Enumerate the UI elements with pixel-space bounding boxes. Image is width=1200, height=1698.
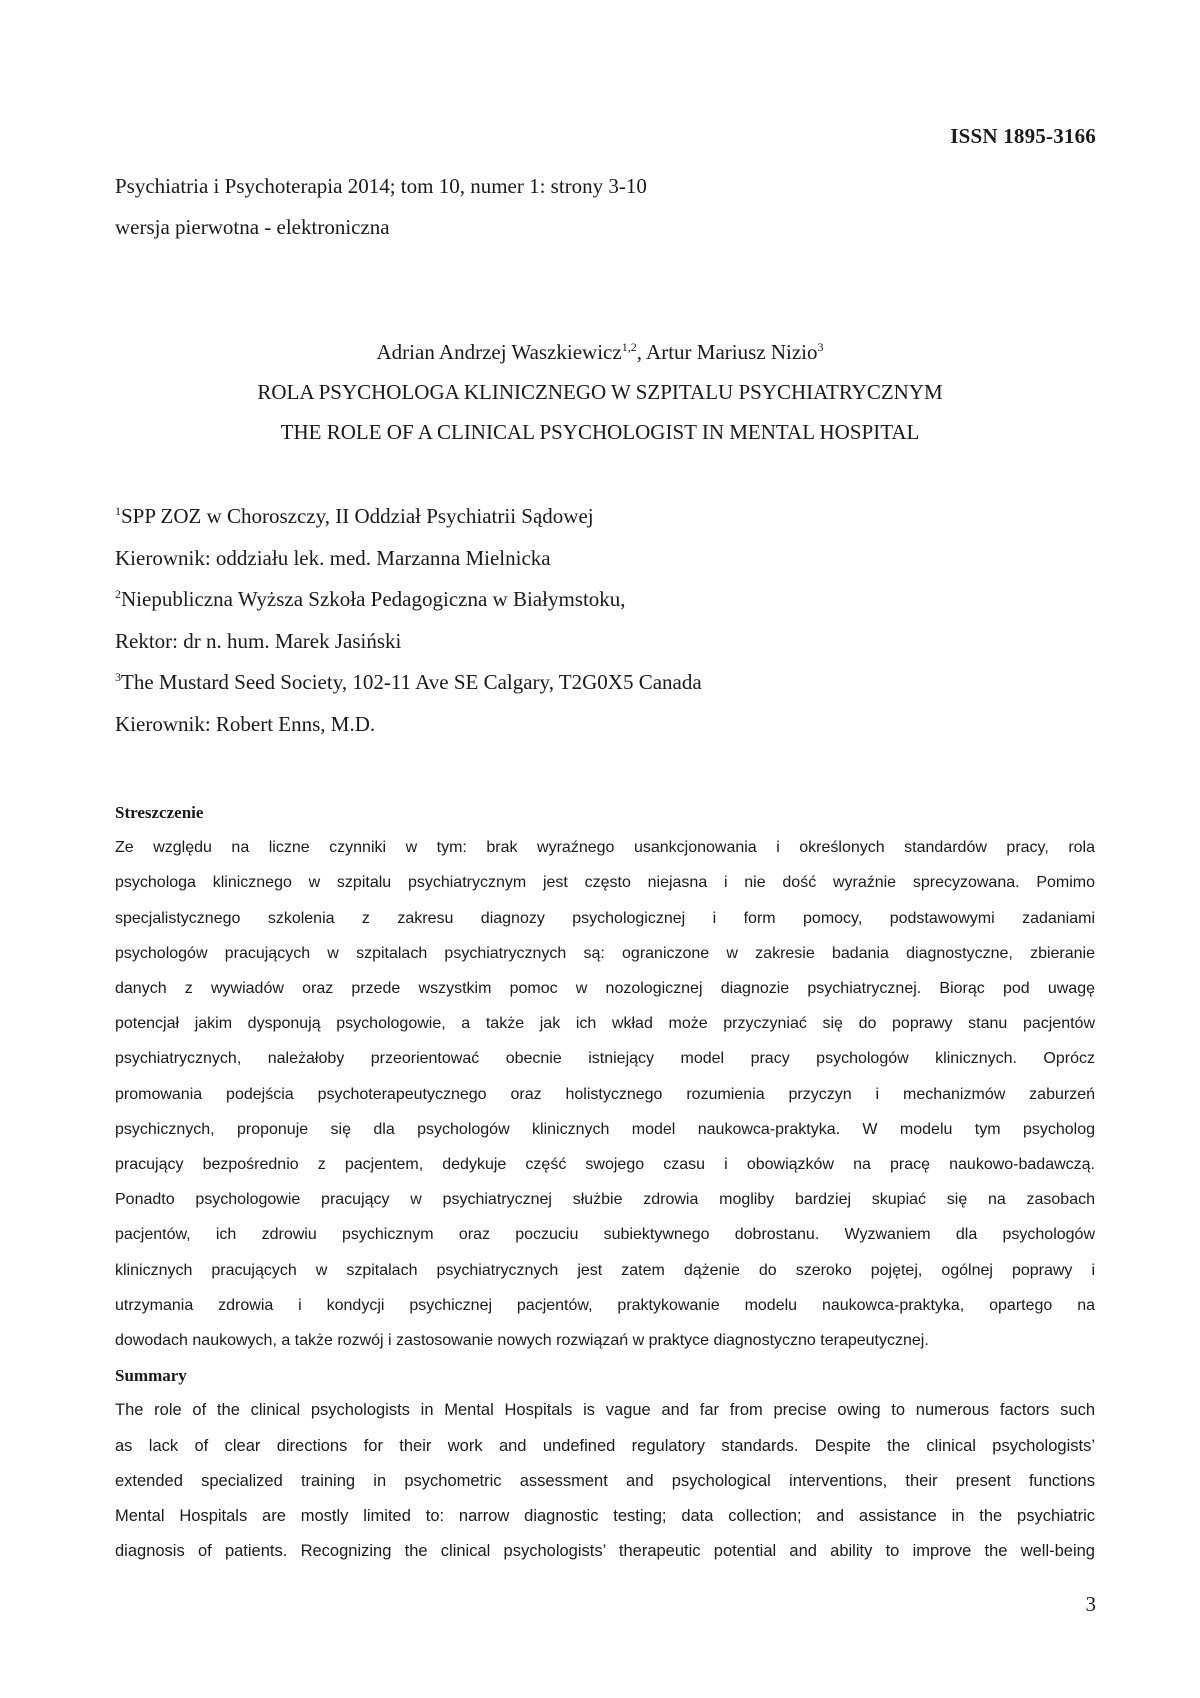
summary-line: diagnosis of patients. Recognizing the clinical psychologists’ therapeutic potential and ability to improve the well-being <box>115 1542 1095 1561</box>
affiliation-3-head: Kierownik: Robert Enns, M.D. <box>115 711 376 736</box>
affiliation-1-head: Kierownik: oddziału lek. med. Marzanna Mielnicka <box>115 545 551 570</box>
journal-citation: Psychiatria i Psychoterapia 2014; tom 10, numer 1: strony 3-10 <box>115 174 647 198</box>
authors-line <box>0 332 1200 372</box>
page-number: 3 <box>1085 1592 1096 1616</box>
affiliation-2-head: Rektor: dr n. hum. Marek Jasiński <box>115 628 402 653</box>
abstract-line: specjalistycznego szkolenia z zakresu diagnozy psychologicznej i form pomocy, podstawowymi zadaniami <box>115 909 1095 927</box>
abstract-line: pracujący bezpośrednio z pacjentem, dedykuje część swojego czasu i obowiązków na pracę naukowo-badawczą. <box>115 1156 1095 1174</box>
abstract-line: danych z wywiadów oraz przede wszystkim pomoc w nozologicznej diagnozie psychiatrycznej. Biorąc pod uwagę <box>115 980 1095 998</box>
abstract-line: pacjentów, ich zdrowiu psychicznym oraz poczuciu subiektywnego dobrostanu. Wyzwaniem dla psychologów <box>115 1226 1095 1244</box>
affiliation-1 <box>115 496 702 538</box>
abstract-section <box>115 795 1095 1569</box>
abstract-english-heading: Summary <box>115 1366 187 1386</box>
abstract-polish-body <box>115 830 1095 1358</box>
summary-line: The role of the clinical psychologists in Mental Hospitals is vague and far from precise owing to numerous factors such <box>115 1401 1095 1420</box>
title-block <box>0 332 1200 452</box>
summary-line: as lack of clear directions for their work and undefined regulatory standards. Despite the clinical psychologists’ <box>115 1436 1095 1455</box>
abstract-line: psychologów pracujących w szpitalach psychiatrycznych są: ograniczone w zakresie badania diagnostyczne, zbieranie <box>115 944 1095 962</box>
affiliation-3-marker: 3 <box>115 670 121 684</box>
abstract-line: utrzymania zdrowia i kondycji psychicznej pacjentów, praktykowanie modelu naukowca-praktyka, opartego na <box>115 1296 1095 1314</box>
summary-line: extended specialized training in psychometric assessment and psychological interventions, their present functions <box>115 1471 1095 1490</box>
summary-line: Mental Hospitals are mostly limited to: narrow diagnostic testing; data collection; and assistance in the psychiatric <box>115 1507 1095 1526</box>
author-2-affiliation-marker: 3 <box>817 340 824 354</box>
abstract-line: psychiatrycznych, należałoby przeorientować obecnie istniejący model pracy psychologów klinicznych. Oprócz <box>115 1050 1095 1068</box>
affiliations <box>115 496 702 745</box>
abstract-line: potencjał jakim dysponują psychologowie, a także jak ich wkład może przyczyniać się do poprawy stanu pacjentów <box>115 1015 1095 1033</box>
journal-info <box>115 166 647 248</box>
abstract-line: Ponadto psychologowie pracujący w psychiatrycznej służbie zdrowia mogliby bardziej skupiać się na zasobach <box>115 1191 1095 1209</box>
affiliation-1-marker: 1 <box>115 504 121 518</box>
journal-version: wersja pierwotna - elektroniczna <box>115 215 390 239</box>
abstract-line: klinicznych pracujących w szpitalach psychiatrycznych jest zatem dążenie do szeroko pojętej, ogólnej poprawy i <box>115 1261 1095 1279</box>
affiliation-2 <box>115 579 702 621</box>
title-polish: ROLA PSYCHOLOGA KLINICZNEGO W SZPITALU PSYCHIATRYCZNYM <box>257 380 943 404</box>
affiliation-2-text: Niepubliczna Wyższa Szkoła Pedagogiczna w Białymstoku, <box>121 587 626 611</box>
author-2: , Artur Mariusz Nizio <box>636 340 818 364</box>
abstract-line: dowodach naukowych, a także rozwój i zastosowanie nowych rozwiązań w praktyce diagnostyczno terapeutycznej. <box>115 1332 929 1350</box>
abstract-line: psychologa klinicznego w szpitalu psychiatrycznym jest często niejasna i nie dość wyraźnie sprecyzowana. Pomimo <box>115 874 1095 892</box>
title-english: THE ROLE OF A CLINICAL PSYCHOLOGIST IN MENTAL HOSPITAL <box>280 420 920 444</box>
affiliation-3 <box>115 662 702 704</box>
affiliation-3-text: The Mustard Seed Society, 102-11 Ave SE Calgary, T2G0X5 Canada <box>121 670 702 694</box>
affiliation-2-marker: 2 <box>115 587 121 601</box>
author-1-affiliation-marker: 1,2 <box>621 340 637 354</box>
abstract-polish-heading: Streszczenie <box>115 803 204 822</box>
abstract-english-body <box>115 1393 1095 1569</box>
issn-label: ISSN 1895-3166 <box>950 124 1096 148</box>
abstract-line: Ze względu na liczne czynniki w tym: brak wyraźnego usankcjonowania i określonych standardów pracy, rola <box>115 839 1095 857</box>
author-1: Adrian Andrzej Waszkiewicz <box>376 340 622 364</box>
abstract-line: psychicznych, proponuje się dla psychologów klinicznych model naukowca-praktyka. W modelu tym psycholog <box>115 1120 1095 1138</box>
affiliation-1-text: SPP ZOZ w Choroszczy, II Oddział Psychiatrii Sądowej <box>121 504 594 528</box>
abstract-line: promowania podejścia psychoterapeutycznego oraz holistycznego rozumienia przyczyn i mechanizmów zaburzeń <box>115 1085 1095 1103</box>
